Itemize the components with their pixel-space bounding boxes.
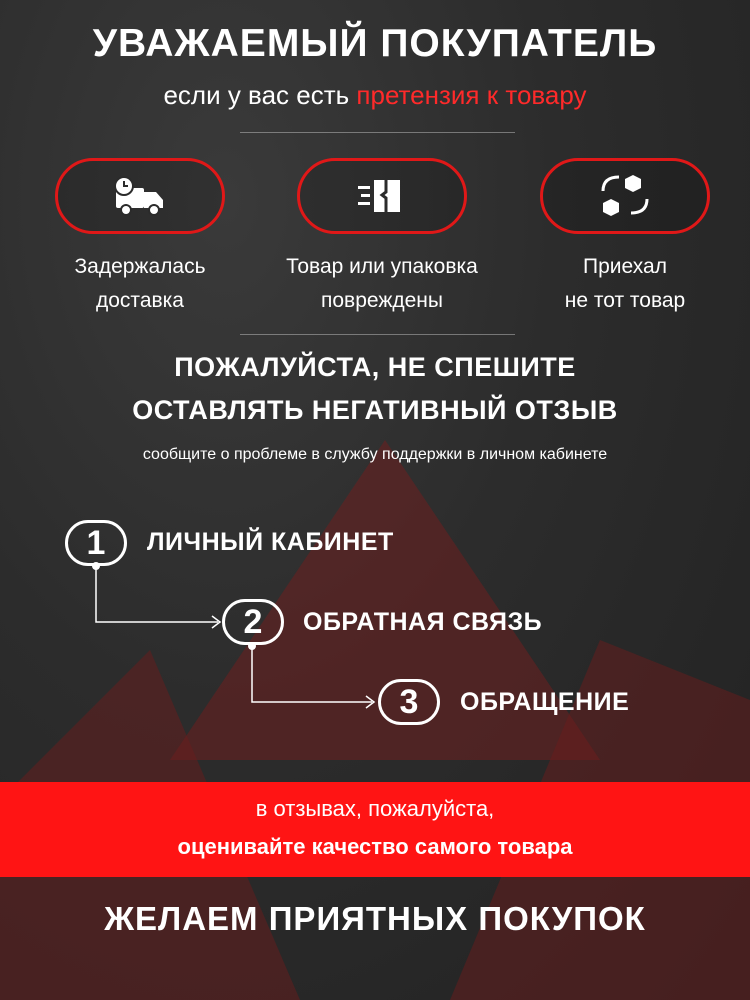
subtitle-text: если у вас есть [163, 80, 357, 110]
subtitle-accent: претензия к товару [356, 80, 587, 110]
step-2-badge: 2 [222, 599, 284, 645]
banner-line1: в отзывах, пожалуйста, [255, 796, 495, 821]
page-title: УВАЖАЕМЫЙ ПОКУПАТЕЛЬ [92, 22, 658, 65]
issue-label-line2: доставка [96, 289, 184, 312]
appeal-line1: ПОЖАЛУЙСТА, НЕ СПЕШИТЕ [174, 352, 576, 382]
issue-label-line1: Товар или упаковка [286, 255, 478, 278]
footer-slogan: ЖЕЛАЕМ ПРИЯТНЫХ ПОКУПОК [104, 900, 646, 937]
step-1-badge: 1 [65, 520, 127, 566]
issue-label-line1: Задержалась [74, 255, 206, 278]
step-3-label: ОБРАЩЕНИЕ [460, 688, 630, 716]
issue-label-line1: Приехал [583, 255, 667, 278]
step-2-label: ОБРАТНАЯ СВЯЗЬ [303, 608, 543, 636]
appeal-line2: ОСТАВЛЯТЬ НЕГАТИВНЫЙ ОТЗЫВ [132, 395, 618, 425]
step-3-badge: 3 [378, 679, 440, 725]
banner-line2: оценивайте качество самого товара [177, 834, 573, 859]
appeal-note: сообщите о проблеме в службу поддержки в личном кабинете [142, 446, 608, 463]
issue-label-line2: не тот товар [564, 289, 686, 312]
step-1-label: ЛИЧНЫЙ КАБИНЕТ [147, 528, 394, 556]
issue-label-line2: повреждены [320, 289, 443, 312]
